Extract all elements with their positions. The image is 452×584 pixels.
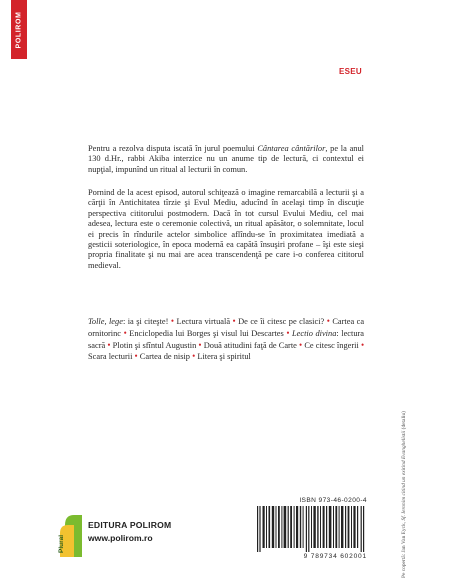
contents-item	[140, 352, 190, 361]
blurb-paragraph-2: Pornind de la acest episod, autorul schiţează o imagine remarcabilă a lecturii şi a cărţii în Antichitatea tîrzie şi Evul Mediu, aducînd în acelaşi timp în discuţie perspectiva cititorului postmodern. Dacă în tot cursul Evului Mediu, cel mai adesea, lectura este o ceremonie colectivă, un ritual apăsător, o solemnitate, locul ei precis în rîndurile actelor simbolice aflîndu-se în proximitatea imediată a gesticii soteriologice, în epoca modernă ea capătă însuşiri profane – îşi este sieşi propria finalitate şi nu mai are acea transcendenţă pe care i-o conferea cititorul medieval.	[88, 188, 364, 270]
contents-item	[113, 341, 197, 350]
contents-item-text: Ce citesc îngerii	[304, 340, 359, 350]
bullet-icon: •	[326, 316, 330, 326]
contents-item	[88, 317, 168, 326]
contents-item-text: : lectura sacră	[88, 328, 365, 350]
blurb-paragraph-1	[88, 144, 364, 175]
bullet-icon: •	[170, 316, 175, 326]
cover-credit	[401, 411, 407, 578]
bullet-icon: •	[123, 327, 127, 338]
contents-item-text: Scara lecturii	[88, 352, 133, 362]
contents-item	[304, 341, 358, 350]
barcode-icon	[255, 506, 367, 552]
publisher-name: EDITURA POLIROM	[88, 520, 172, 530]
plural-logo-icon	[60, 513, 82, 557]
contents-item	[197, 352, 251, 361]
contents-item-text: Enciclopedia lui Borges şi visul lui Descartes	[129, 328, 284, 338]
blurb-p1-text-b: , pe la anul 130 d.Hr., rabbi Akiba interzice nu un anume tip de lectură, ci contextul ei nupţial, impunînd un ritual al lecturii în comun.	[88, 144, 365, 174]
bullet-icon: •	[286, 327, 290, 338]
publisher-url: www.polirom.ro	[88, 533, 153, 543]
contents-list	[88, 316, 364, 363]
contents-item	[129, 329, 284, 338]
publisher-block	[88, 520, 171, 543]
contents-item-text: Două atitudini faţă de Carte	[203, 340, 297, 350]
barcode-digits: 9 789734 602001	[303, 553, 367, 560]
collection-label: ESEU	[339, 67, 362, 76]
contents-item-italic: Tolle, lege	[88, 317, 123, 326]
contents-item-italic: Lectio divina	[292, 328, 337, 338]
contents-item-text: : ia şi citeşte!	[122, 317, 169, 326]
bullet-icon: •	[107, 339, 111, 350]
contents-item-text: Litera şi spiritul	[197, 352, 251, 362]
contents-item-text: Plotin şi sfîntul Augustin	[112, 340, 197, 350]
bullet-icon: •	[232, 316, 236, 326]
cover-credit-title: Sf. Ieronim citind un exitind Evanghelistii	[401, 430, 407, 521]
contents-item-text: De ce îi citesc pe clasici?	[238, 317, 325, 326]
contents-item-text: Cartea de nisip	[139, 352, 190, 362]
contents-item	[88, 352, 132, 361]
cover-credit-suffix: (detaliu)	[401, 411, 407, 431]
blurb-p1-book-title: Cântarea cântărilor	[257, 144, 326, 153]
brand-tab	[11, 0, 27, 59]
contents-item-text: Cartea ca ornitorinc	[88, 317, 365, 338]
barcode-block	[255, 497, 367, 560]
bullet-icon: •	[360, 339, 365, 350]
contents-item	[204, 341, 297, 350]
brand-tab-label: POLIROM	[15, 11, 23, 48]
bullet-icon: •	[198, 339, 202, 350]
bullet-icon: •	[134, 351, 138, 362]
isbn-label: ISBN 973-46-0200-4	[299, 497, 367, 504]
blurb-p1-text-a: Pentru a rezolva disputa iscată în jurul poemului	[88, 144, 258, 153]
bullet-icon: •	[299, 339, 303, 350]
contents-item	[176, 317, 230, 326]
bullet-icon: •	[192, 351, 196, 362]
cover-credit-prefix: Pe copertă: Jan Van Eyck,	[401, 520, 407, 578]
contents-item	[238, 317, 324, 326]
plural-logo-text: Plural	[58, 534, 65, 553]
contents-item-text: Lectura virtuală	[176, 317, 231, 326]
